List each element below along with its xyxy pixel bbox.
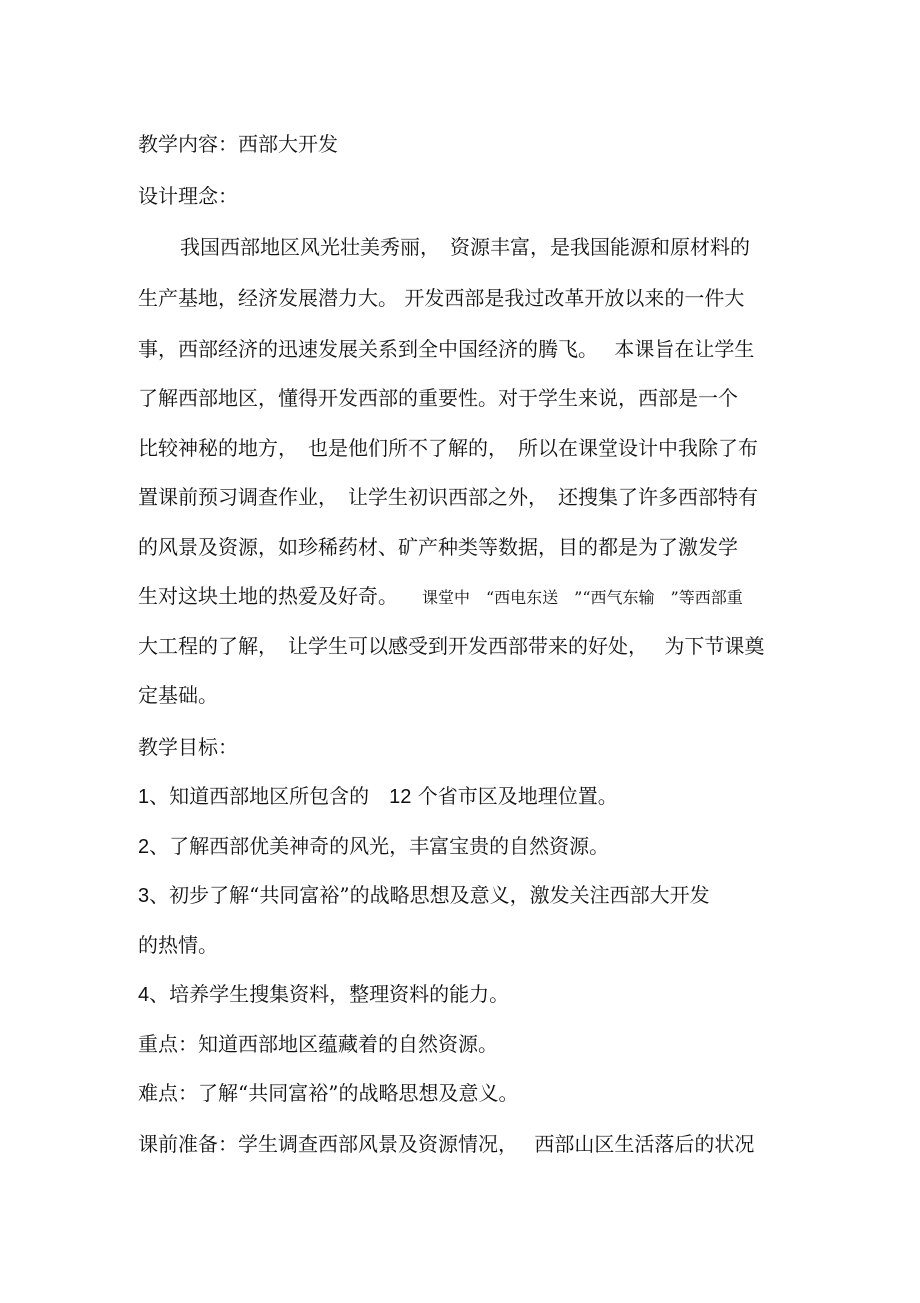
goal-number: 3 [138, 885, 150, 907]
paragraph-line-2: 生产基地，经济发展潜力大。 开发西部是我过改革开放以来的一件大 [138, 286, 745, 310]
goal-item-1 [138, 782, 788, 811]
goal-number: 4 [138, 984, 150, 1006]
paragraph-line-9: 大工程的了解， 让学生可以感受到开发西部带来的好处， 为下节课奠 [138, 634, 765, 658]
paragraph-line-10: 定基础。 [138, 683, 218, 707]
goal-item-3 [138, 881, 788, 910]
paragraph-line-8-main: 生对这块土地的热爱及好奇。 [138, 584, 398, 608]
paragraph-line-8 [138, 582, 788, 612]
difficult-point-line: 难点：了解“共同富裕”的战略思想及意义。 [138, 1081, 519, 1105]
goal-text: 、了解西部优美神奇的风光，丰富宝贵的自然资源。 [149, 834, 610, 858]
key-point-line: 重点：知道西部地区蕴藏着的自然资源。 [138, 1032, 498, 1056]
goal-text: 、培养学生搜集资料，整理资料的能力。 [149, 982, 510, 1006]
preparation-line: 课前准备：学生调查西部风景及资源情况， 西部山区生活落后的状况 [138, 1132, 755, 1156]
goal-item-4 [138, 980, 788, 1009]
paragraph-line-7: 的风景及资源，如珍稀药材、矿产种类等数据，目的都是为了激发学 [138, 535, 738, 559]
goal-item-3-continued: 的热情。 [138, 933, 218, 957]
teaching-content-line: 教学内容：西部大开发 [138, 132, 338, 156]
design-concept-heading: 设计理念： [138, 184, 238, 208]
goal-item-2 [138, 832, 788, 861]
paragraph-line-3: 事，西部经济的迅速发展关系到全中国经济的腾飞。 本课旨在让学生 [138, 337, 755, 361]
paragraph-line-4: 了解西部地区，懂得开发西部的重要性。对于学生来说，西部是一个 [138, 386, 738, 410]
paragraph-line-1: 我国西部地区风光壮美秀丽， 资源丰富，是我国能源和原材料的 [180, 235, 750, 259]
goal-text: 、知道西部地区所包含的 [149, 784, 390, 808]
paragraph-line-8-tail: 课堂中 “西电东送 ”“西气东输 ”等西部重 [422, 588, 743, 607]
paragraph-line-5: 比较神秘的地方， 也是他们所不了解的， 所以在课堂设计中我除了布 [138, 436, 758, 460]
goal-text: 个省市区及地理位置。 [411, 784, 618, 808]
paragraph-line-6: 置课前预习调查作业， 让学生初识西部之外， 还搜集了许多西部特有 [138, 485, 758, 509]
goals-heading: 教学目标： [138, 735, 238, 759]
goal-count: 12 [389, 786, 412, 808]
goal-text: 、初步了解“共同富裕”的战略思想及意义，激发关注西部大开发 [149, 883, 710, 907]
goal-number: 1 [138, 786, 150, 808]
goal-number: 2 [138, 836, 150, 858]
